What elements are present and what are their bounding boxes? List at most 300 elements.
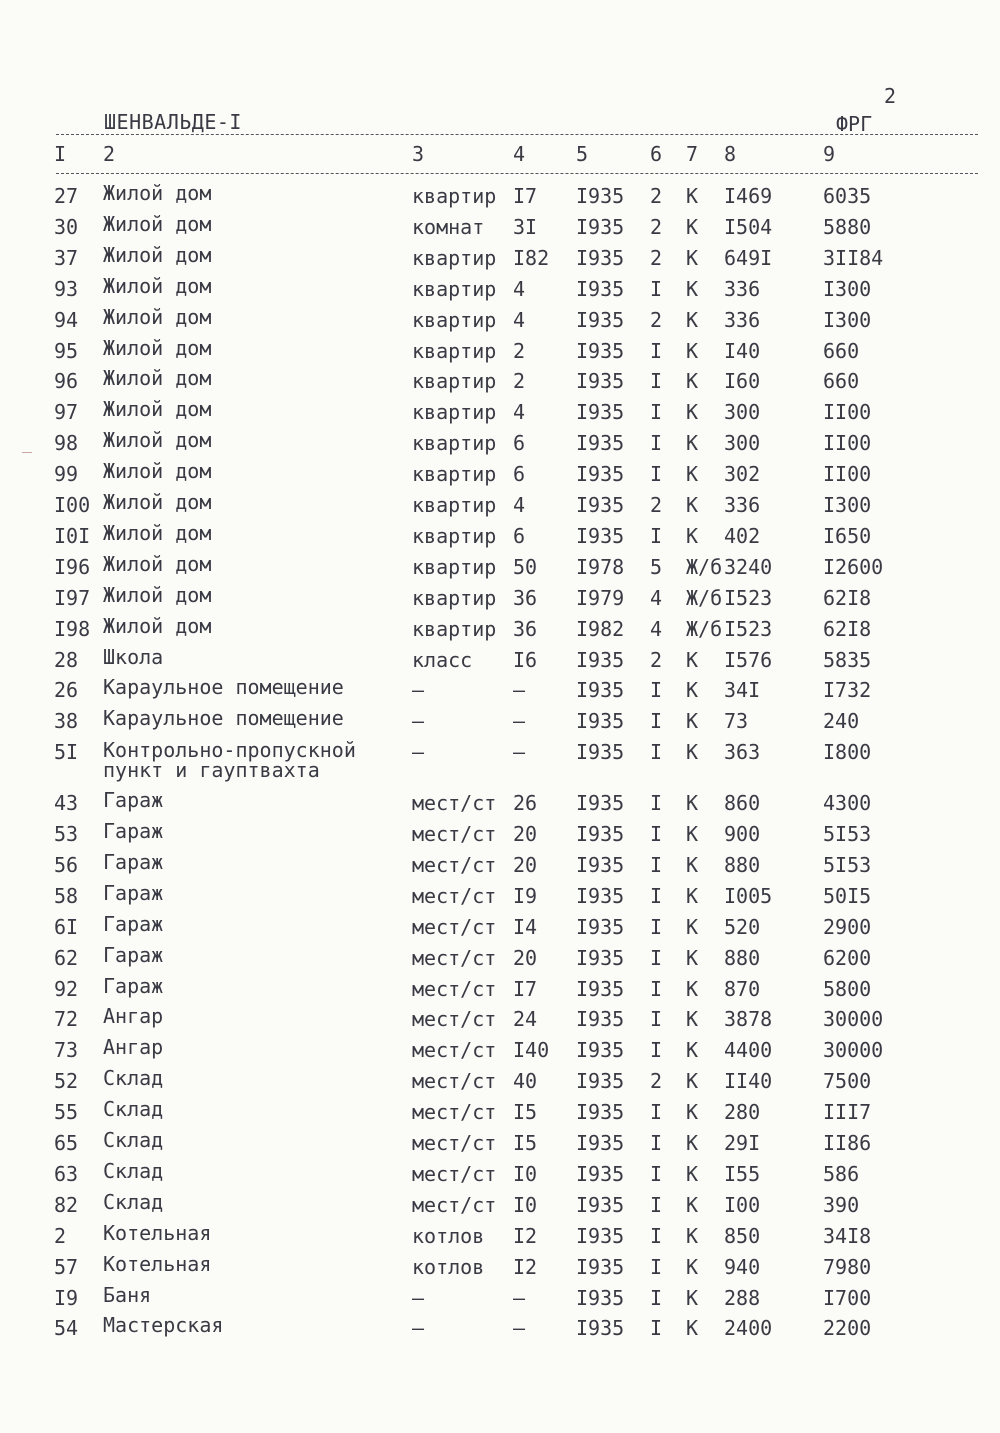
capacity-unit: – [412,1285,425,1310]
build-year: I935 [576,822,625,846]
object-name: Мастерская [103,1313,224,1338]
object-name: Жилой дом [103,551,212,576]
floors: I [650,822,663,846]
object-name: Баня [103,1282,152,1307]
area: I55 [724,1161,761,1186]
row-number: 63 [54,1161,79,1186]
object-name: Жилой дом [103,181,212,205]
country-label: ФРГ [836,112,873,136]
object-name: Контрольно-пропускной пункт и гауптвахта [103,738,356,783]
capacity-count: 36 [513,585,538,610]
cost: 62I8 [823,585,872,610]
material: К [686,493,699,517]
capacity-unit: квартир [412,431,497,456]
capacity-unit: квартир [412,184,497,208]
capacity-unit: мест/ст [412,1161,497,1186]
row-number: 26 [54,678,79,703]
build-year: I935 [576,791,625,816]
column-header: 5 [576,142,589,166]
row-number: 92 [54,976,79,1001]
area: 300 [724,431,761,456]
object-name: Гараж [103,849,164,874]
capacity-count: – [513,740,526,765]
floors: 2 [650,214,663,239]
cost: 586 [823,1161,860,1186]
cost: I700 [823,1285,872,1310]
column-header: 9 [823,142,836,166]
row-number: 73 [54,1038,79,1063]
area: 302 [724,462,761,487]
capacity-count: 6 [513,523,526,548]
floors: 2 [650,184,663,208]
capacity-count: 2 [513,369,526,394]
cost: II86 [823,1131,872,1155]
capacity-unit: мест/ст [412,1007,497,1032]
capacity-count: 4 [513,276,526,301]
capacity-count: 6 [513,431,526,456]
material: К [686,1223,699,1248]
capacity-unit: мест/ст [412,852,497,877]
cost: 5880 [823,214,872,239]
header-bottom-rule [56,173,978,174]
floors: I [650,523,663,548]
capacity-count: 20 [513,945,538,970]
area: 3878 [724,1007,773,1032]
build-year: I935 [576,852,625,877]
material: К [686,1192,699,1217]
row-number: 72 [54,1007,79,1032]
row-number: 62 [54,945,79,970]
build-year: I935 [576,678,625,703]
capacity-unit: мест/ст [412,883,497,908]
object-name: Жилой дом [103,335,212,360]
capacity-count: – [513,1285,526,1310]
build-year: I935 [576,1223,625,1248]
area: 336 [724,307,761,332]
area: 336 [724,276,761,301]
build-year: I982 [576,616,625,641]
cost: 62I8 [823,616,872,641]
row-number: 53 [54,822,79,846]
capacity-count: I7 [513,184,538,208]
capacity-count: I2 [513,1254,538,1279]
cost: 5835 [823,647,872,672]
capacity-unit: – [412,1316,425,1341]
row-number: 28 [54,647,79,672]
capacity-unit: мест/ст [412,914,497,939]
object-name: Жилой дом [103,613,212,638]
row-number: 58 [54,883,79,908]
capacity-unit: квартир [412,276,497,301]
cost: 5800 [823,976,872,1001]
row-number: 99 [54,462,79,487]
object-name: Ангар [103,1004,164,1029]
row-number: 38 [54,709,79,734]
capacity-unit: мест/ст [412,791,497,816]
floors: I [650,791,663,816]
build-year: I935 [576,1254,625,1279]
area: 4400 [724,1038,773,1063]
capacity-count: 24 [513,1007,538,1032]
floors: I [650,1316,663,1341]
material: К [686,791,699,816]
object-name: Жилой дом [103,582,212,607]
object-name: Жилой дом [103,520,212,545]
material: К [686,945,699,970]
cost: II00 [823,462,872,487]
floors: 2 [650,245,663,270]
row-number: 37 [54,245,79,270]
build-year: I935 [576,1131,625,1155]
floors: I [650,1100,663,1125]
object-name: Ангар [103,1035,164,1060]
object-name: Склад [103,1097,164,1122]
object-name: Склад [103,1158,164,1183]
area: 850 [724,1223,761,1248]
cost: II00 [823,431,872,456]
build-year: I935 [576,1069,625,1094]
capacity-unit: – [412,740,425,765]
area: 363 [724,740,761,765]
floors: I [650,338,663,363]
build-year: I935 [576,184,625,208]
capacity-unit: котлов [412,1254,485,1279]
floors: I [650,883,663,908]
area: 34I [724,678,761,703]
build-year: I935 [576,462,625,487]
floors: I [650,400,663,425]
floors: I [650,1161,663,1186]
cost: 7980 [823,1254,872,1279]
capacity-unit: мест/ст [412,822,497,846]
row-number: 93 [54,276,79,301]
build-year: I935 [576,431,625,456]
material: К [686,184,699,208]
area: I00 [724,1192,761,1217]
build-year: I935 [576,945,625,970]
capacity-count: 26 [513,791,538,816]
material: Ж/б [686,616,723,641]
build-year: I935 [576,1192,625,1217]
column-header-row [0,142,1000,168]
object-name: Жилой дом [103,273,212,298]
capacity-count: I2 [513,1223,538,1248]
row-number: 94 [54,307,79,332]
cost: 6035 [823,184,872,208]
cost: 5I53 [823,822,872,846]
build-year: I935 [576,976,625,1001]
material: К [686,709,699,734]
material: К [686,338,699,363]
capacity-unit: мест/ст [412,1192,497,1217]
build-year: I935 [576,1007,625,1032]
cost: 50I5 [823,883,872,908]
capacity-count: I9 [513,883,538,908]
material: К [686,883,699,908]
area: 3240 [724,554,773,579]
floors: 2 [650,493,663,517]
floors: I [650,740,663,765]
build-year: I935 [576,369,625,394]
capacity-unit: квартир [412,616,497,641]
area: 940 [724,1254,761,1279]
row-number: I00 [54,493,91,517]
row-number: 97 [54,400,79,425]
object-name: Гараж [103,911,164,936]
object-name: Склад [103,1066,164,1091]
row-number: 55 [54,1100,79,1125]
material: К [686,740,699,765]
row-number: 56 [54,852,79,877]
row-number: 52 [54,1069,79,1094]
capacity-count: I5 [513,1100,538,1125]
area: 880 [724,852,761,877]
material: К [686,976,699,1001]
capacity-unit: квартир [412,493,497,517]
material: К [686,647,699,672]
area: 900 [724,822,761,846]
material: К [686,1131,699,1155]
build-year: I935 [576,1316,625,1341]
capacity-unit: мест/ст [412,1131,497,1155]
area: 870 [724,976,761,1001]
cost: I300 [823,276,872,301]
area: I523 [724,616,773,641]
cost: 660 [823,369,860,394]
object-name: Котельная [103,1251,212,1276]
cost: 2200 [823,1316,872,1341]
area: 300 [724,400,761,425]
area: I469 [724,184,773,208]
capacity-unit: класс [412,647,473,672]
build-year: I935 [576,883,625,908]
area: 402 [724,523,761,548]
row-number: 43 [54,791,79,816]
build-year: I935 [576,214,625,239]
object-name: Склад [103,1128,164,1152]
page-number: 2 [884,84,897,108]
build-year: I935 [576,1161,625,1186]
material: К [686,678,699,703]
capacity-unit: квартир [412,523,497,548]
column-header: 2 [103,142,116,166]
row-number: 6I [54,914,79,939]
capacity-count: 4 [513,493,526,517]
column-header: 4 [513,142,526,166]
capacity-count: – [513,709,526,734]
material: К [686,462,699,487]
floors: I [650,1285,663,1310]
capacity-unit: квартир [412,369,497,394]
column-header: 7 [686,142,699,166]
build-year: I935 [576,914,625,939]
object-name: Жилой дом [103,242,212,267]
material: К [686,822,699,846]
row-number: I0I [54,523,91,548]
capacity-count: 36 [513,616,538,641]
capacity-count: I82 [513,245,550,270]
capacity-count: 2 [513,338,526,363]
material: К [686,400,699,425]
build-year: I935 [576,740,625,765]
object-name: Жилой дом [103,490,212,514]
object-name: Гараж [103,942,164,967]
build-year: I935 [576,276,625,301]
capacity-count: – [513,678,526,703]
build-year: I935 [576,245,625,270]
material: К [686,276,699,301]
area: 29I [724,1131,761,1155]
column-header: I [54,142,67,166]
object-name: Школа [103,644,164,669]
capacity-unit: комнат [412,214,485,239]
row-number: 54 [54,1316,79,1341]
area: 880 [724,945,761,970]
row-number: 65 [54,1131,79,1155]
cost: 30000 [823,1038,884,1063]
row-number: 98 [54,431,79,456]
build-year: I935 [576,709,625,734]
floors: I [650,945,663,970]
capacity-count: I5 [513,1131,538,1155]
capacity-count: 20 [513,852,538,877]
cost: I2600 [823,554,884,579]
row-number: 57 [54,1254,79,1279]
capacity-count: I0 [513,1161,538,1186]
capacity-unit: квартир [412,338,497,363]
cost: I650 [823,523,872,548]
object-name: Жилой дом [103,428,212,453]
build-year: I935 [576,647,625,672]
area: 280 [724,1100,761,1125]
floors: 4 [650,585,663,610]
row-number: 2 [54,1223,67,1248]
object-name: Жилой дом [103,366,212,391]
build-year: I978 [576,554,625,579]
floors: I [650,678,663,703]
material: К [686,245,699,270]
floors: I [650,431,663,456]
floors: I [650,914,663,939]
area: 649I [724,245,773,270]
build-year: I935 [576,1038,625,1063]
cost: 240 [823,709,860,734]
floors: 2 [650,1069,663,1094]
capacity-unit: квартир [412,307,497,332]
floors: I [650,1007,663,1032]
capacity-unit: квартир [412,245,497,270]
cost: III7 [823,1100,872,1125]
material: К [686,431,699,456]
build-year: I935 [576,338,625,363]
cost: I300 [823,493,872,517]
material: Ж/б [686,585,723,610]
object-name: Жилой дом [103,211,212,236]
area: 520 [724,914,761,939]
material: Ж/б [686,554,723,579]
capacity-count: I7 [513,976,538,1001]
cost: 7500 [823,1069,872,1094]
row-number: 30 [54,214,79,239]
column-header: 3 [412,142,425,166]
object-name: Жилой дом [103,397,212,422]
capacity-count: 4 [513,307,526,332]
capacity-unit: квартир [412,462,497,487]
cost: II00 [823,400,872,425]
cost: I300 [823,307,872,332]
material: К [686,1069,699,1094]
floors: I [650,276,663,301]
area: I005 [724,883,773,908]
material: К [686,914,699,939]
capacity-count: I40 [513,1038,550,1063]
capacity-unit: квартир [412,585,497,610]
capacity-count: 6 [513,462,526,487]
cost: 2900 [823,914,872,939]
cost: 30000 [823,1007,884,1032]
object-name: Склад [103,1189,164,1214]
capacity-count: 4 [513,400,526,425]
floors: 5 [650,554,663,579]
floors: 2 [650,307,663,332]
capacity-unit: мест/ст [412,976,497,1001]
column-header: 6 [650,142,663,166]
capacity-unit: котлов [412,1223,485,1248]
material: К [686,1316,699,1341]
row-number: 95 [54,338,79,363]
column-header: 8 [724,142,737,166]
capacity-count: I6 [513,647,538,672]
material: К [686,1161,699,1186]
area: 73 [724,709,749,734]
material: К [686,1100,699,1125]
floors: I [650,462,663,487]
cost: 3II84 [823,245,884,270]
object-name: Гараж [103,973,164,998]
floors: I [650,1223,663,1248]
build-year: I935 [576,1285,625,1310]
material: К [686,214,699,239]
floors: I [650,709,663,734]
capacity-count: 50 [513,554,538,579]
build-year: I935 [576,1100,625,1125]
floors: I [650,1254,663,1279]
area: I504 [724,214,773,239]
capacity-unit: квартир [412,400,497,425]
capacity-unit: мест/ст [412,945,497,970]
material: К [686,852,699,877]
material: К [686,1254,699,1279]
margin-mark [22,452,32,453]
row-number: I97 [54,585,91,610]
floors: I [650,976,663,1001]
capacity-count: I4 [513,914,538,939]
header-top-rule [56,134,978,135]
object-name: Гараж [103,819,164,843]
floors: I [650,1038,663,1063]
capacity-unit: – [412,678,425,703]
cost: 34I8 [823,1223,872,1248]
row-number: 27 [54,184,79,208]
area: 2400 [724,1316,773,1341]
area: II40 [724,1069,773,1094]
cost: 5I53 [823,852,872,877]
capacity-count: – [513,1316,526,1341]
material: К [686,1285,699,1310]
row-number: I96 [54,554,91,579]
object-name: Жилой дом [103,459,212,484]
floors: 2 [650,647,663,672]
